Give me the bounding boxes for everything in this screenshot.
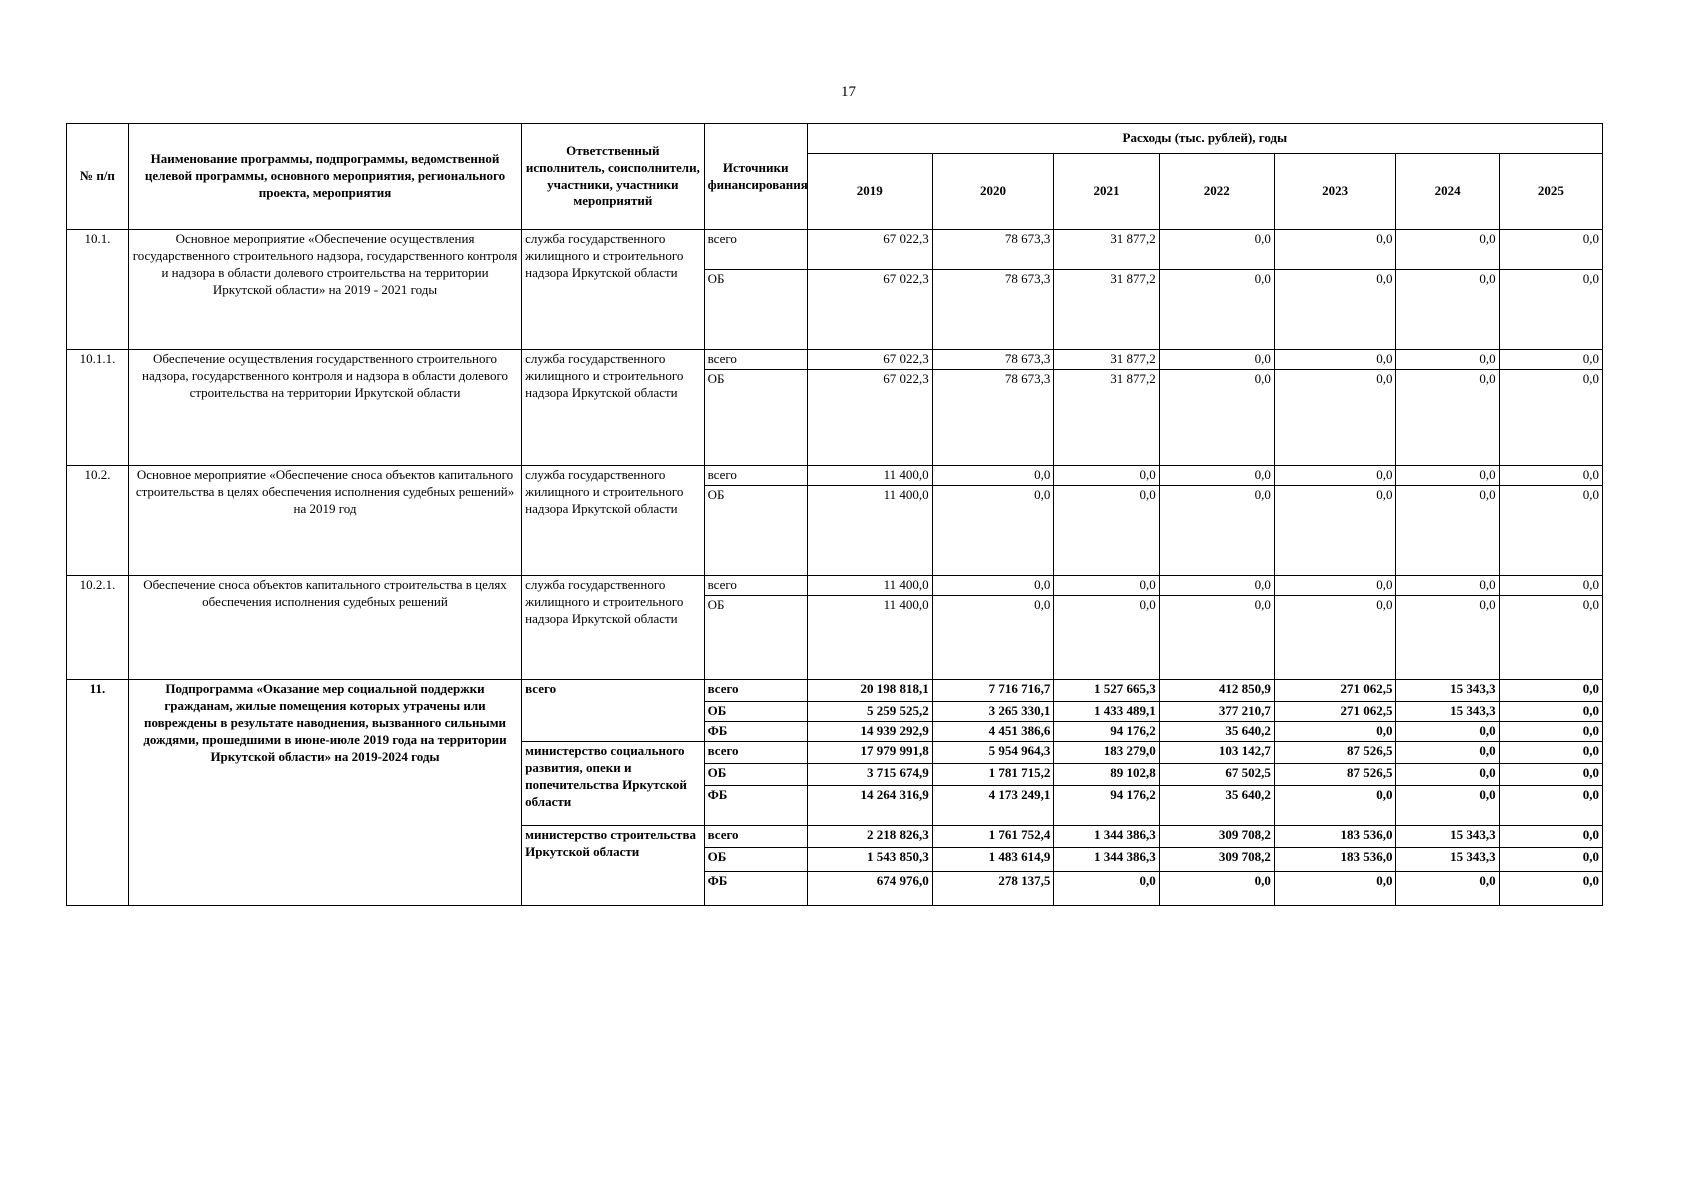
- funding-source: ОБ: [704, 702, 807, 722]
- amount-cell: 0,0: [1396, 230, 1499, 270]
- amount-cell: 15 343,3: [1396, 848, 1499, 872]
- amount-cell: 0,0: [1499, 764, 1602, 786]
- amount-cell: 0,0: [1054, 486, 1159, 576]
- amount-cell: 0,0: [1054, 576, 1159, 596]
- amount-cell: 0,0: [1054, 872, 1159, 906]
- table-row: [67, 680, 1603, 702]
- amount-cell: 0,0: [1274, 270, 1396, 350]
- amount-cell: 0,0: [1499, 872, 1602, 906]
- amount-cell: 0,0: [1396, 370, 1499, 466]
- row-number: 10.1.1.: [67, 350, 129, 466]
- table-row: [67, 350, 1603, 370]
- amount-cell: 0,0: [1396, 466, 1499, 486]
- funding-source: всего: [704, 680, 807, 702]
- amount-cell: 1 543 850,3: [807, 848, 932, 872]
- amount-cell: 0,0: [1159, 230, 1274, 270]
- budget-table: [66, 123, 1603, 906]
- amount-cell: 0,0: [1274, 466, 1396, 486]
- amount-cell: 31 877,2: [1054, 270, 1159, 350]
- funding-source: ОБ: [704, 848, 807, 872]
- amount-cell: 0,0: [1499, 576, 1602, 596]
- amount-cell: 309 708,2: [1159, 848, 1274, 872]
- funding-source: ОБ: [704, 596, 807, 680]
- amount-cell: 0,0: [1499, 596, 1602, 680]
- funding-source: ОБ: [704, 764, 807, 786]
- amount-cell: 0,0: [1499, 230, 1602, 270]
- row-number: 10.2.1.: [67, 576, 129, 680]
- amount-cell: 271 062,5: [1274, 680, 1396, 702]
- table-header: [67, 124, 1603, 230]
- header-year: 2023: [1274, 154, 1396, 230]
- amount-cell: 1 761 752,4: [932, 826, 1054, 848]
- amount-cell: 0,0: [1274, 596, 1396, 680]
- amount-cell: 183 536,0: [1274, 826, 1396, 848]
- amount-cell: 78 673,3: [932, 230, 1054, 270]
- table-body: [67, 230, 1603, 906]
- amount-cell: 0,0: [1274, 722, 1396, 742]
- row-number: 11.: [67, 680, 129, 906]
- funding-source: ОБ: [704, 270, 807, 350]
- amount-cell: 0,0: [1159, 270, 1274, 350]
- header-year: 2022: [1159, 154, 1274, 230]
- amount-cell: 1 483 614,9: [932, 848, 1054, 872]
- amount-cell: 87 526,5: [1274, 764, 1396, 786]
- row-responsible: служба государственного жилищного и строительного надзора Иркутской области: [522, 230, 704, 350]
- amount-cell: 67 022,3: [807, 370, 932, 466]
- amount-cell: 0,0: [1499, 466, 1602, 486]
- amount-cell: 278 137,5: [932, 872, 1054, 906]
- funding-source: всего: [704, 350, 807, 370]
- header-year: 2020: [932, 154, 1054, 230]
- funding-source: ОБ: [704, 486, 807, 576]
- amount-cell: 15 343,3: [1396, 826, 1499, 848]
- row-name: Обеспечение осуществления государственного строительного надзора, государственного контроля и надзора в области долевого строительства на территории Иркутской области: [128, 350, 521, 466]
- amount-cell: 0,0: [1396, 764, 1499, 786]
- amount-cell: 11 400,0: [807, 576, 932, 596]
- amount-cell: 0,0: [1396, 742, 1499, 764]
- amount-cell: 271 062,5: [1274, 702, 1396, 722]
- amount-cell: 15 343,3: [1396, 680, 1499, 702]
- amount-cell: 78 673,3: [932, 270, 1054, 350]
- amount-cell: 309 708,2: [1159, 826, 1274, 848]
- amount-cell: 0,0: [1499, 848, 1602, 872]
- amount-cell: 20 198 818,1: [807, 680, 932, 702]
- header-num: № п/п: [67, 124, 129, 230]
- amount-cell: 0,0: [1274, 786, 1396, 826]
- amount-cell: 4 173 249,1: [932, 786, 1054, 826]
- amount-cell: 0,0: [1396, 576, 1499, 596]
- amount-cell: 0,0: [1274, 486, 1396, 576]
- amount-cell: 183 536,0: [1274, 848, 1396, 872]
- funding-source: ФБ: [704, 872, 807, 906]
- amount-cell: 89 102,8: [1054, 764, 1159, 786]
- amount-cell: 0,0: [1396, 872, 1499, 906]
- table-row: [67, 576, 1603, 596]
- row-responsible: служба государственного жилищного и строительного надзора Иркутской области: [522, 466, 704, 576]
- amount-cell: 78 673,3: [932, 350, 1054, 370]
- amount-cell: 17 979 991,8: [807, 742, 932, 764]
- amount-cell: 0,0: [1499, 742, 1602, 764]
- amount-cell: 0,0: [1159, 596, 1274, 680]
- amount-cell: 0,0: [1499, 370, 1602, 466]
- row-number: 10.2.: [67, 466, 129, 576]
- amount-cell: 0,0: [1499, 722, 1602, 742]
- amount-cell: 0,0: [1159, 486, 1274, 576]
- header-year: 2021: [1054, 154, 1159, 230]
- amount-cell: 31 877,2: [1054, 230, 1159, 270]
- amount-cell: 412 850,9: [1159, 680, 1274, 702]
- amount-cell: 94 176,2: [1054, 722, 1159, 742]
- amount-cell: 0,0: [1396, 722, 1499, 742]
- amount-cell: 1 781 715,2: [932, 764, 1054, 786]
- header-sources: Источники финансирования: [704, 124, 807, 230]
- amount-cell: 0,0: [1499, 680, 1602, 702]
- amount-cell: 0,0: [1274, 370, 1396, 466]
- page-number: 17: [841, 84, 856, 100]
- amount-cell: 14 939 292,9: [807, 722, 932, 742]
- row-name: Подпрограмма «Оказание мер социальной поддержки гражданам, жилые помещения которых утрачены или повреждены в результате наводнения, вызванного сильными дождями, прошедшими в июне-июле 2019 года на территории Иркутской области» на 2019-2024 годы: [128, 680, 521, 906]
- amount-cell: 0,0: [1054, 466, 1159, 486]
- amount-cell: 0,0: [1274, 350, 1396, 370]
- funding-source: всего: [704, 742, 807, 764]
- amount-cell: 0,0: [1159, 576, 1274, 596]
- amount-cell: 1 433 489,1: [1054, 702, 1159, 722]
- header-year: 2025: [1499, 154, 1602, 230]
- amount-cell: 0,0: [1499, 702, 1602, 722]
- amount-cell: 0,0: [932, 486, 1054, 576]
- amount-cell: 31 877,2: [1054, 370, 1159, 466]
- amount-cell: 183 279,0: [1054, 742, 1159, 764]
- table-row: [67, 230, 1603, 270]
- funding-source: всего: [704, 466, 807, 486]
- amount-cell: 0,0: [1396, 596, 1499, 680]
- header-year: 2024: [1396, 154, 1499, 230]
- header-name: Наименование программы, подпрограммы, ведомственной целевой программы, основного мероприятия, регионального проекта, мероприятия: [128, 124, 521, 230]
- amount-cell: 0,0: [1274, 230, 1396, 270]
- amount-cell: 11 400,0: [807, 486, 932, 576]
- amount-cell: 0,0: [1396, 270, 1499, 350]
- amount-cell: 0,0: [1274, 872, 1396, 906]
- row-responsible: министерство социального развития, опеки и попечительства Иркутской области: [522, 742, 704, 826]
- amount-cell: 0,0: [1159, 370, 1274, 466]
- amount-cell: 67 022,3: [807, 270, 932, 350]
- row-number: 10.1.: [67, 230, 129, 350]
- amount-cell: 4 451 386,6: [932, 722, 1054, 742]
- amount-cell: 1 344 386,3: [1054, 826, 1159, 848]
- funding-source: ОБ: [704, 370, 807, 466]
- row-responsible: министерство строительства Иркутской области: [522, 826, 704, 906]
- amount-cell: 7 716 716,7: [932, 680, 1054, 702]
- amount-cell: 0,0: [1054, 596, 1159, 680]
- amount-cell: 0,0: [1499, 786, 1602, 826]
- amount-cell: 1 527 665,3: [1054, 680, 1159, 702]
- amount-cell: 67 022,3: [807, 230, 932, 270]
- amount-cell: 67 022,3: [807, 350, 932, 370]
- amount-cell: 5 259 525,2: [807, 702, 932, 722]
- amount-cell: 377 210,7: [1159, 702, 1274, 722]
- amount-cell: 87 526,5: [1274, 742, 1396, 764]
- funding-source: всего: [704, 826, 807, 848]
- amount-cell: 0,0: [1499, 486, 1602, 576]
- funding-source: ФБ: [704, 786, 807, 826]
- amount-cell: 31 877,2: [1054, 350, 1159, 370]
- funding-source: ФБ: [704, 722, 807, 742]
- amount-cell: 5 954 964,3: [932, 742, 1054, 764]
- amount-cell: 674 976,0: [807, 872, 932, 906]
- header-responsible: Ответственный исполнитель, соисполнители, участники, участники мероприятий: [522, 124, 704, 230]
- amount-cell: 3 265 330,1: [932, 702, 1054, 722]
- amount-cell: 1 344 386,3: [1054, 848, 1159, 872]
- amount-cell: 11 400,0: [807, 466, 932, 486]
- row-responsible: всего: [522, 680, 704, 742]
- amount-cell: 15 343,3: [1396, 702, 1499, 722]
- amount-cell: 103 142,7: [1159, 742, 1274, 764]
- amount-cell: 0,0: [1159, 350, 1274, 370]
- amount-cell: 35 640,2: [1159, 786, 1274, 826]
- row-name: Основное мероприятие «Обеспечение сноса объектов капитального строительства в целях обеспечения исполнения судебных решений» на 2019 год: [128, 466, 521, 576]
- amount-cell: 0,0: [1499, 270, 1602, 350]
- amount-cell: 2 218 826,3: [807, 826, 932, 848]
- amount-cell: 0,0: [932, 576, 1054, 596]
- amount-cell: 14 264 316,9: [807, 786, 932, 826]
- header-expenses: Расходы (тыс. рублей), годы: [807, 124, 1602, 154]
- amount-cell: 78 673,3: [932, 370, 1054, 466]
- amount-cell: 0,0: [1396, 350, 1499, 370]
- row-responsible: служба государственного жилищного и строительного надзора Иркутской области: [522, 350, 704, 466]
- amount-cell: 0,0: [1499, 350, 1602, 370]
- amount-cell: 0,0: [1396, 486, 1499, 576]
- amount-cell: 35 640,2: [1159, 722, 1274, 742]
- amount-cell: 0,0: [1396, 786, 1499, 826]
- funding-source: всего: [704, 576, 807, 596]
- table-row: [67, 466, 1603, 486]
- row-responsible: служба государственного жилищного и строительного надзора Иркутской области: [522, 576, 704, 680]
- amount-cell: 0,0: [1159, 466, 1274, 486]
- amount-cell: 94 176,2: [1054, 786, 1159, 826]
- amount-cell: 0,0: [1274, 576, 1396, 596]
- amount-cell: 67 502,5: [1159, 764, 1274, 786]
- amount-cell: 0,0: [932, 466, 1054, 486]
- row-name: Основное мероприятие «Обеспечение осуществления государственного строительного надзора, государственного контроля и надзора в области долевого строительства на территории Иркутской области» на 2019 - 2021 годы: [128, 230, 521, 350]
- amount-cell: 0,0: [1499, 826, 1602, 848]
- amount-cell: 0,0: [932, 596, 1054, 680]
- amount-cell: 3 715 674,9: [807, 764, 932, 786]
- header-year: 2019: [807, 154, 932, 230]
- row-name: Обеспечение сноса объектов капитального строительства в целях обеспечения исполнения судебных решений: [128, 576, 521, 680]
- amount-cell: 11 400,0: [807, 596, 932, 680]
- funding-source: всего: [704, 230, 807, 270]
- amount-cell: 0,0: [1159, 872, 1274, 906]
